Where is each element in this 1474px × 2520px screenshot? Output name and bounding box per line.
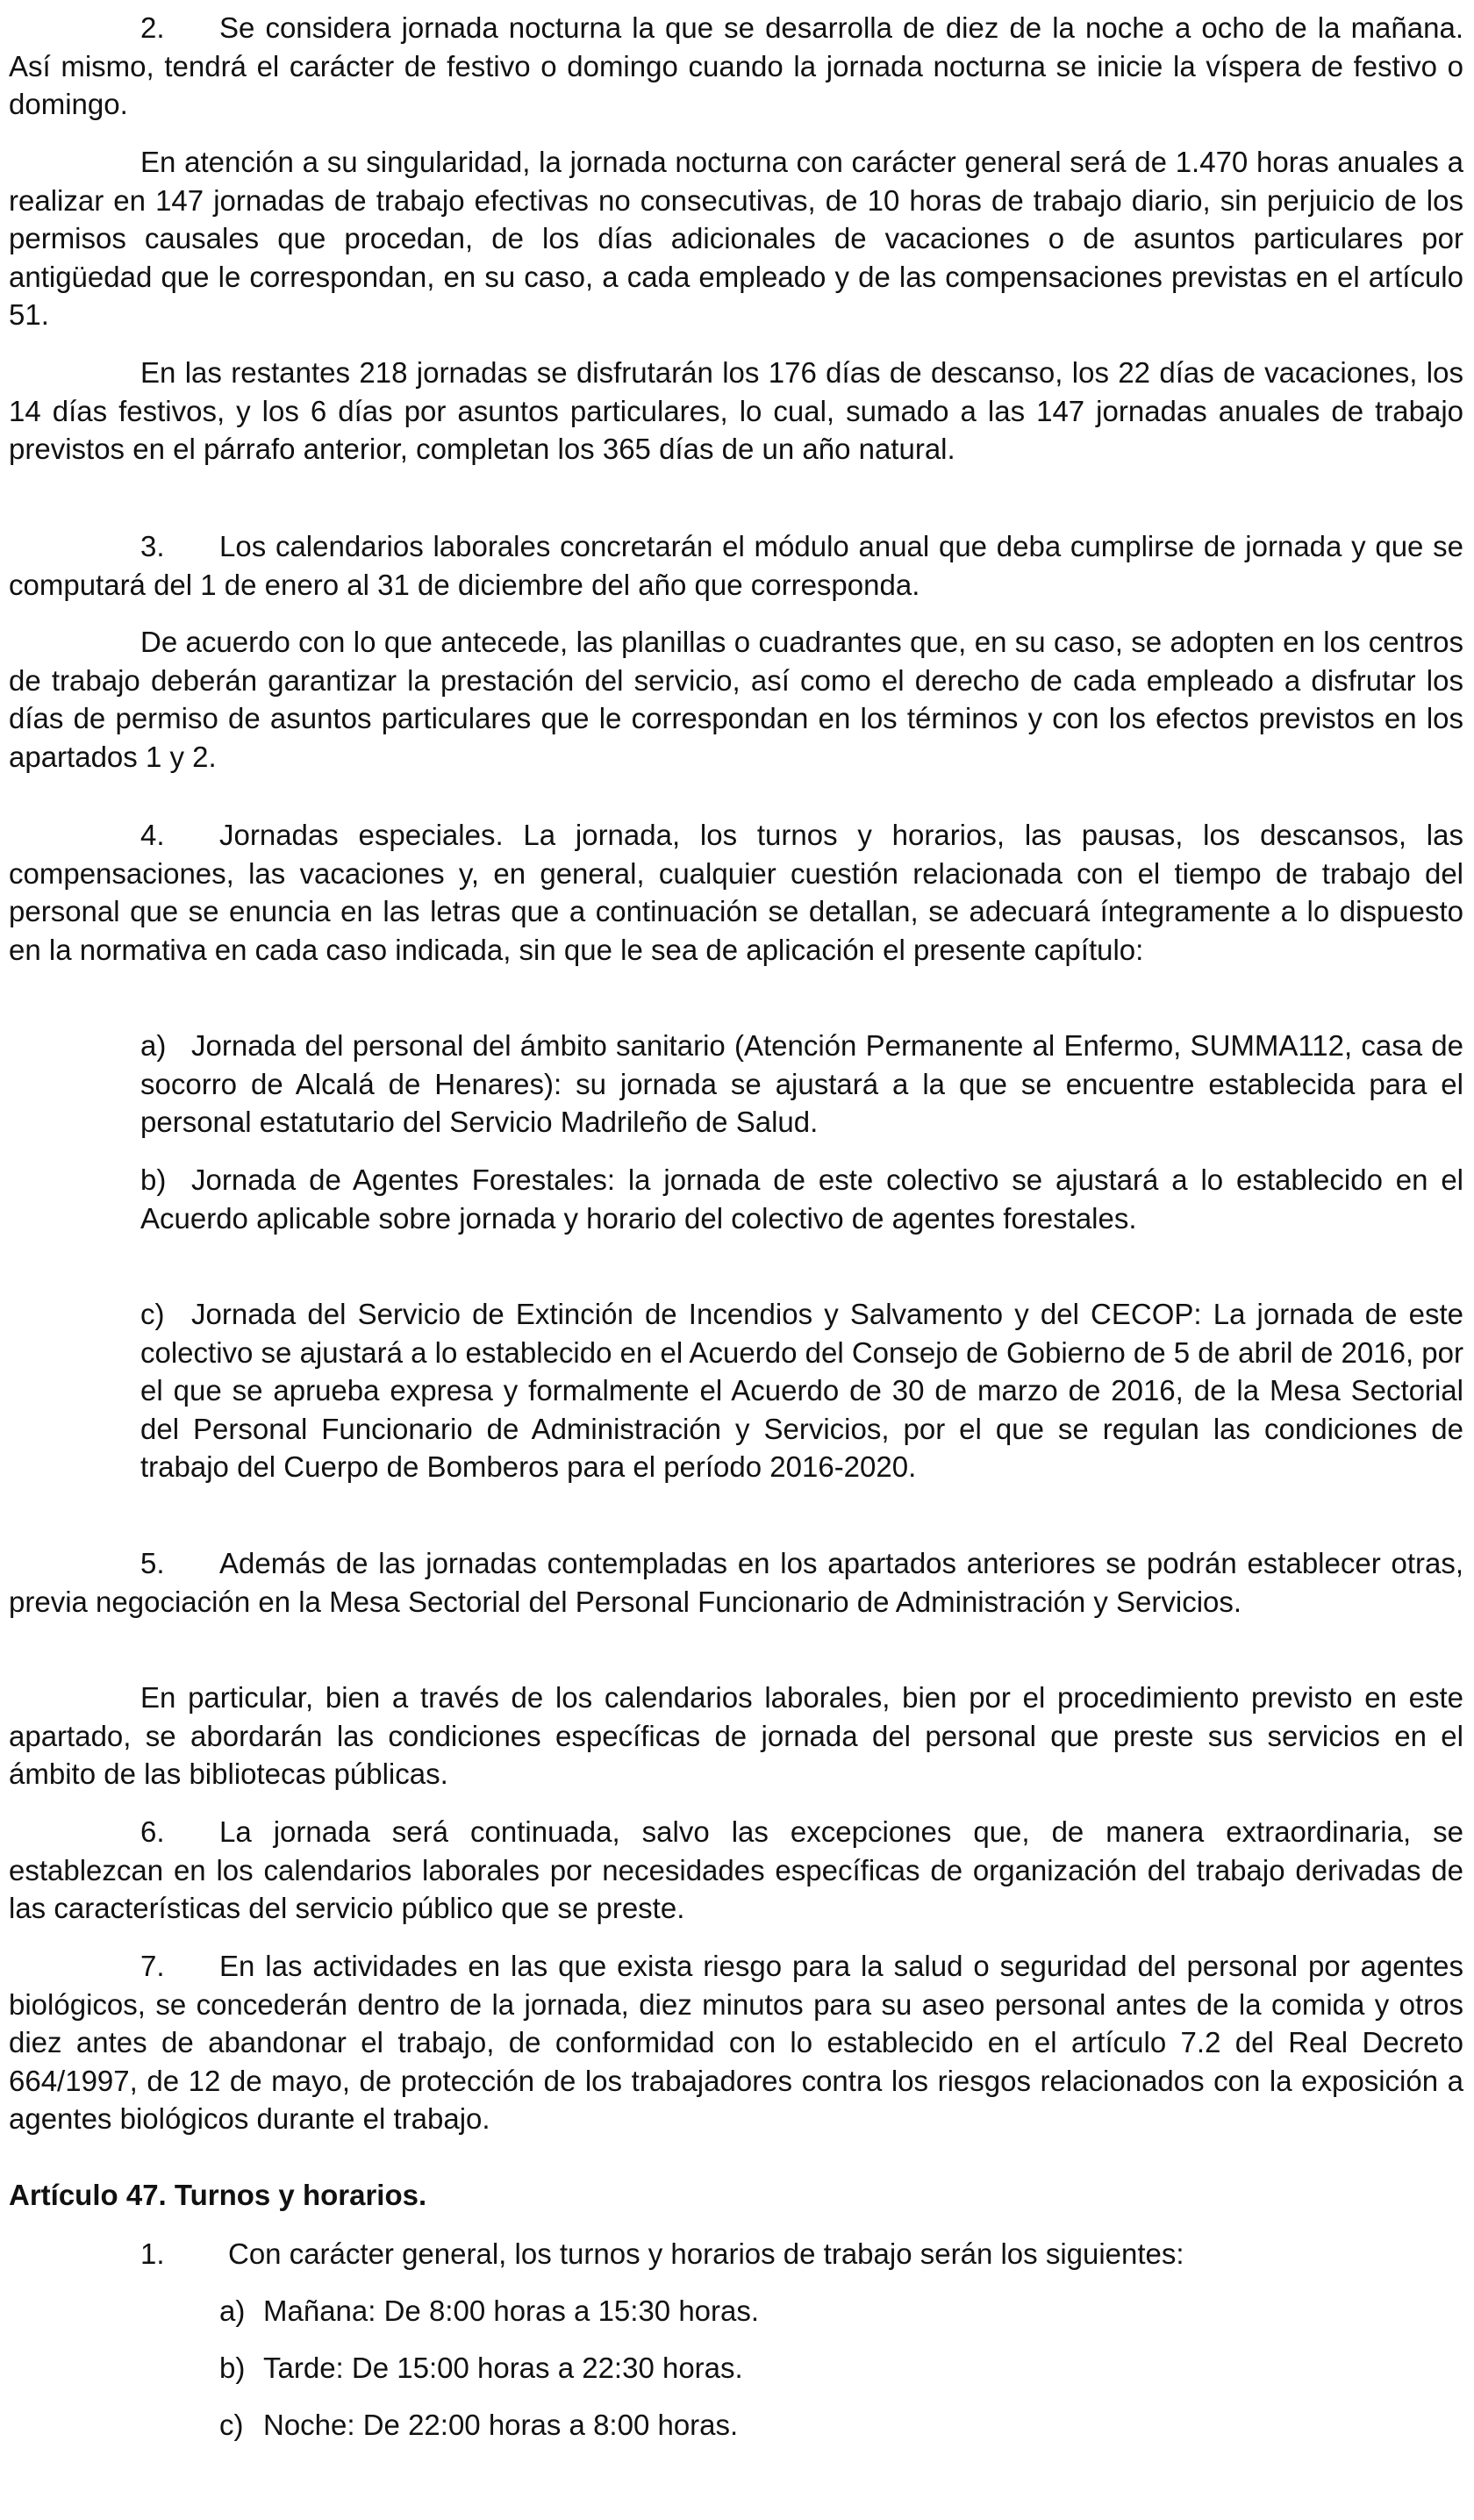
paragraph-4a [140, 1027, 1463, 1142]
shift-letter: c) [219, 2409, 244, 2441]
shift-night [219, 2406, 1463, 2445]
shift-morning [219, 2292, 1463, 2330]
paragraph-text: Los calendarios laborales concretarán el módulo anual que deba cumplirse de jornada y que se computará del 1 de enero al 31 de diciembre del año que corresponda. [9, 530, 1463, 601]
paragraph-4 [9, 816, 1463, 969]
paragraph-2 [9, 9, 1463, 124]
paragraph-4c [140, 1295, 1463, 1486]
paragraph-5 [9, 1544, 1463, 1621]
paragraph-number: 3. [140, 530, 165, 562]
shift-text: Mañana: De 8:00 horas a 15:30 horas. [263, 2294, 760, 2327]
paragraph-4b [140, 1161, 1463, 1237]
item-number: 1. [140, 2237, 165, 2270]
paragraph-7 [9, 1947, 1463, 2138]
item-text: Con carácter general, los turnos y horarios de trabajo serán los siguientes: [228, 2237, 1184, 2270]
article-47-item-1 [140, 2235, 1463, 2273]
paragraph-number: 6. [140, 1815, 165, 1848]
shift-afternoon [219, 2349, 1463, 2388]
paragraph-number: 7. [140, 1950, 165, 1982]
paragraph-6 [9, 1813, 1463, 1928]
paragraph-number: 5. [140, 1547, 165, 1579]
item-text: Jornada del personal del ámbito sanitario (Atención Permanente al Enfermo, SUMMA112, casa de socorro de Alcalá de Henares): su jornada se ajustará a la que se encuentre establecida para el personal estatutario del Servicio Madrileño de Salud. [140, 1029, 1463, 1138]
paragraph-2c: En las restantes 218 jornadas se disfrutarán los 176 días de descanso, los 22 días de vacaciones, los 14 días festivos, y los 6 días por asuntos particulares, lo cual, sumado a las 147 jornadas anuales de trabajo previstos en el párrafo anterior, completan los 365 días de un año natural. [9, 356, 1463, 465]
item-text: Jornada de Agentes Forestales: la jornada de este colectivo se ajustará a lo establecido en el Acuerdo aplicable sobre jornada y horario del colectivo de agentes forestales. [140, 1163, 1463, 1235]
shift-text: Noche: De 22:00 horas a 8:00 horas. [263, 2409, 739, 2441]
article-47-heading: Artículo 47. Turnos y horarios. [9, 2179, 427, 2211]
shift-text: Tarde: De 15:00 horas a 22:30 horas. [263, 2352, 743, 2384]
paragraph-3b: De acuerdo con lo que antecede, las planillas o cuadrantes que, en su caso, se adopten en los centros de trabajo deberán garantizar la prestación del servicio, así como el derecho de cada empleado a disfrutar los días de permiso de asuntos particulares que le correspondan en los términos y con los efectos previstos en los apartados 1 y 2. [9, 626, 1463, 773]
paragraph-number: 4. [140, 819, 165, 851]
paragraph-text: Se considera jornada nocturna la que se desarrolla de diez de la noche a ocho de la mañana. Así mismo, tendrá el carácter de festivo o domingo cuando la jornada nocturna se inicie la víspera de festivo o domingo. [9, 11, 1463, 120]
item-text: Jornada del Servicio de Extinción de Incendios y Salvamento y del CECOP: La jornada de este colectivo se ajustará a lo establecido en el Acuerdo del Consejo de Gobierno de 5 de abril de 2016, por el que se aprueba expresa y formalmente el Acuerdo de 30 de marzo de 2016, de la Mesa Sectorial del Personal Funcionario de Administración y Servicios, por el que se regulan las condiciones de trabajo del Cuerpo de Bomberos para el período 2016-2020. [140, 1298, 1463, 1483]
paragraph-text: Además de las jornadas contempladas en los apartados anteriores se podrán establecer otras, previa negociación en la Mesa Sectorial del Personal Funcionario de Administración y Servicios. [9, 1547, 1463, 1618]
paragraph-text: En las actividades en las que exista riesgo para la salud o seguridad del personal por agentes biológicos, se concederán dentro de la jornada, diez minutos para su aseo personal antes de la comida y otros diez antes de abandonar el trabajo, de conformidad con lo establecido en el artículo 7.2 del Real Decreto 664/1997, de 12 de mayo, de protección de los trabajadores contra los riesgos relacionados con la exposición a agentes biológicos durante el trabajo. [9, 1950, 1463, 2135]
item-letter: a) [140, 1029, 167, 1062]
paragraph-number: 2. [140, 11, 165, 44]
item-letter: c) [140, 1298, 165, 1330]
shift-letter: b) [219, 2352, 246, 2384]
item-letter: b) [140, 1163, 167, 1196]
paragraph-text: La jornada será continuada, salvo las excepciones que, de manera extraordinaria, se establezcan en los calendarios laborales por necesidades específicas de organización del trabajo derivadas de las características del servicio público que se preste. [9, 1815, 1463, 1924]
paragraph-3 [9, 527, 1463, 604]
paragraph-text: Jornadas especiales. La jornada, los turnos y horarios, las pausas, los descansos, las compensaciones, las vacaciones y, en general, cualquier cuestión relacionada con el tiempo de trabajo del personal que se enuncia en las letras que a continuación se detallan, se adecuará íntegramente a lo dispuesto en la normativa en cada caso indicada, sin que le sea de aplicación el presente capítulo: [9, 819, 1463, 966]
paragraph-5b: En particular, bien a través de los calendarios laborales, bien por el procedimiento previsto en este apartado, se abordarán las condiciones específicas de jornada del personal que preste sus servicios en el ámbito de las bibliotecas públicas. [9, 1681, 1463, 1790]
paragraph-2b: En atención a su singularidad, la jornada nocturna con carácter general será de 1.470 horas anuales a realizar en 147 jornadas de trabajo efectivas no consecutivas, de 10 horas de trabajo diario, sin perjuicio de los permisos causales que procedan, de los días adicionales de vacaciones o de asuntos particulares por antigüedad que le correspondan, en su caso, a cada empleado y de las compensaciones previstas en el artículo 51. [9, 146, 1463, 331]
shift-letter: a) [219, 2294, 246, 2327]
